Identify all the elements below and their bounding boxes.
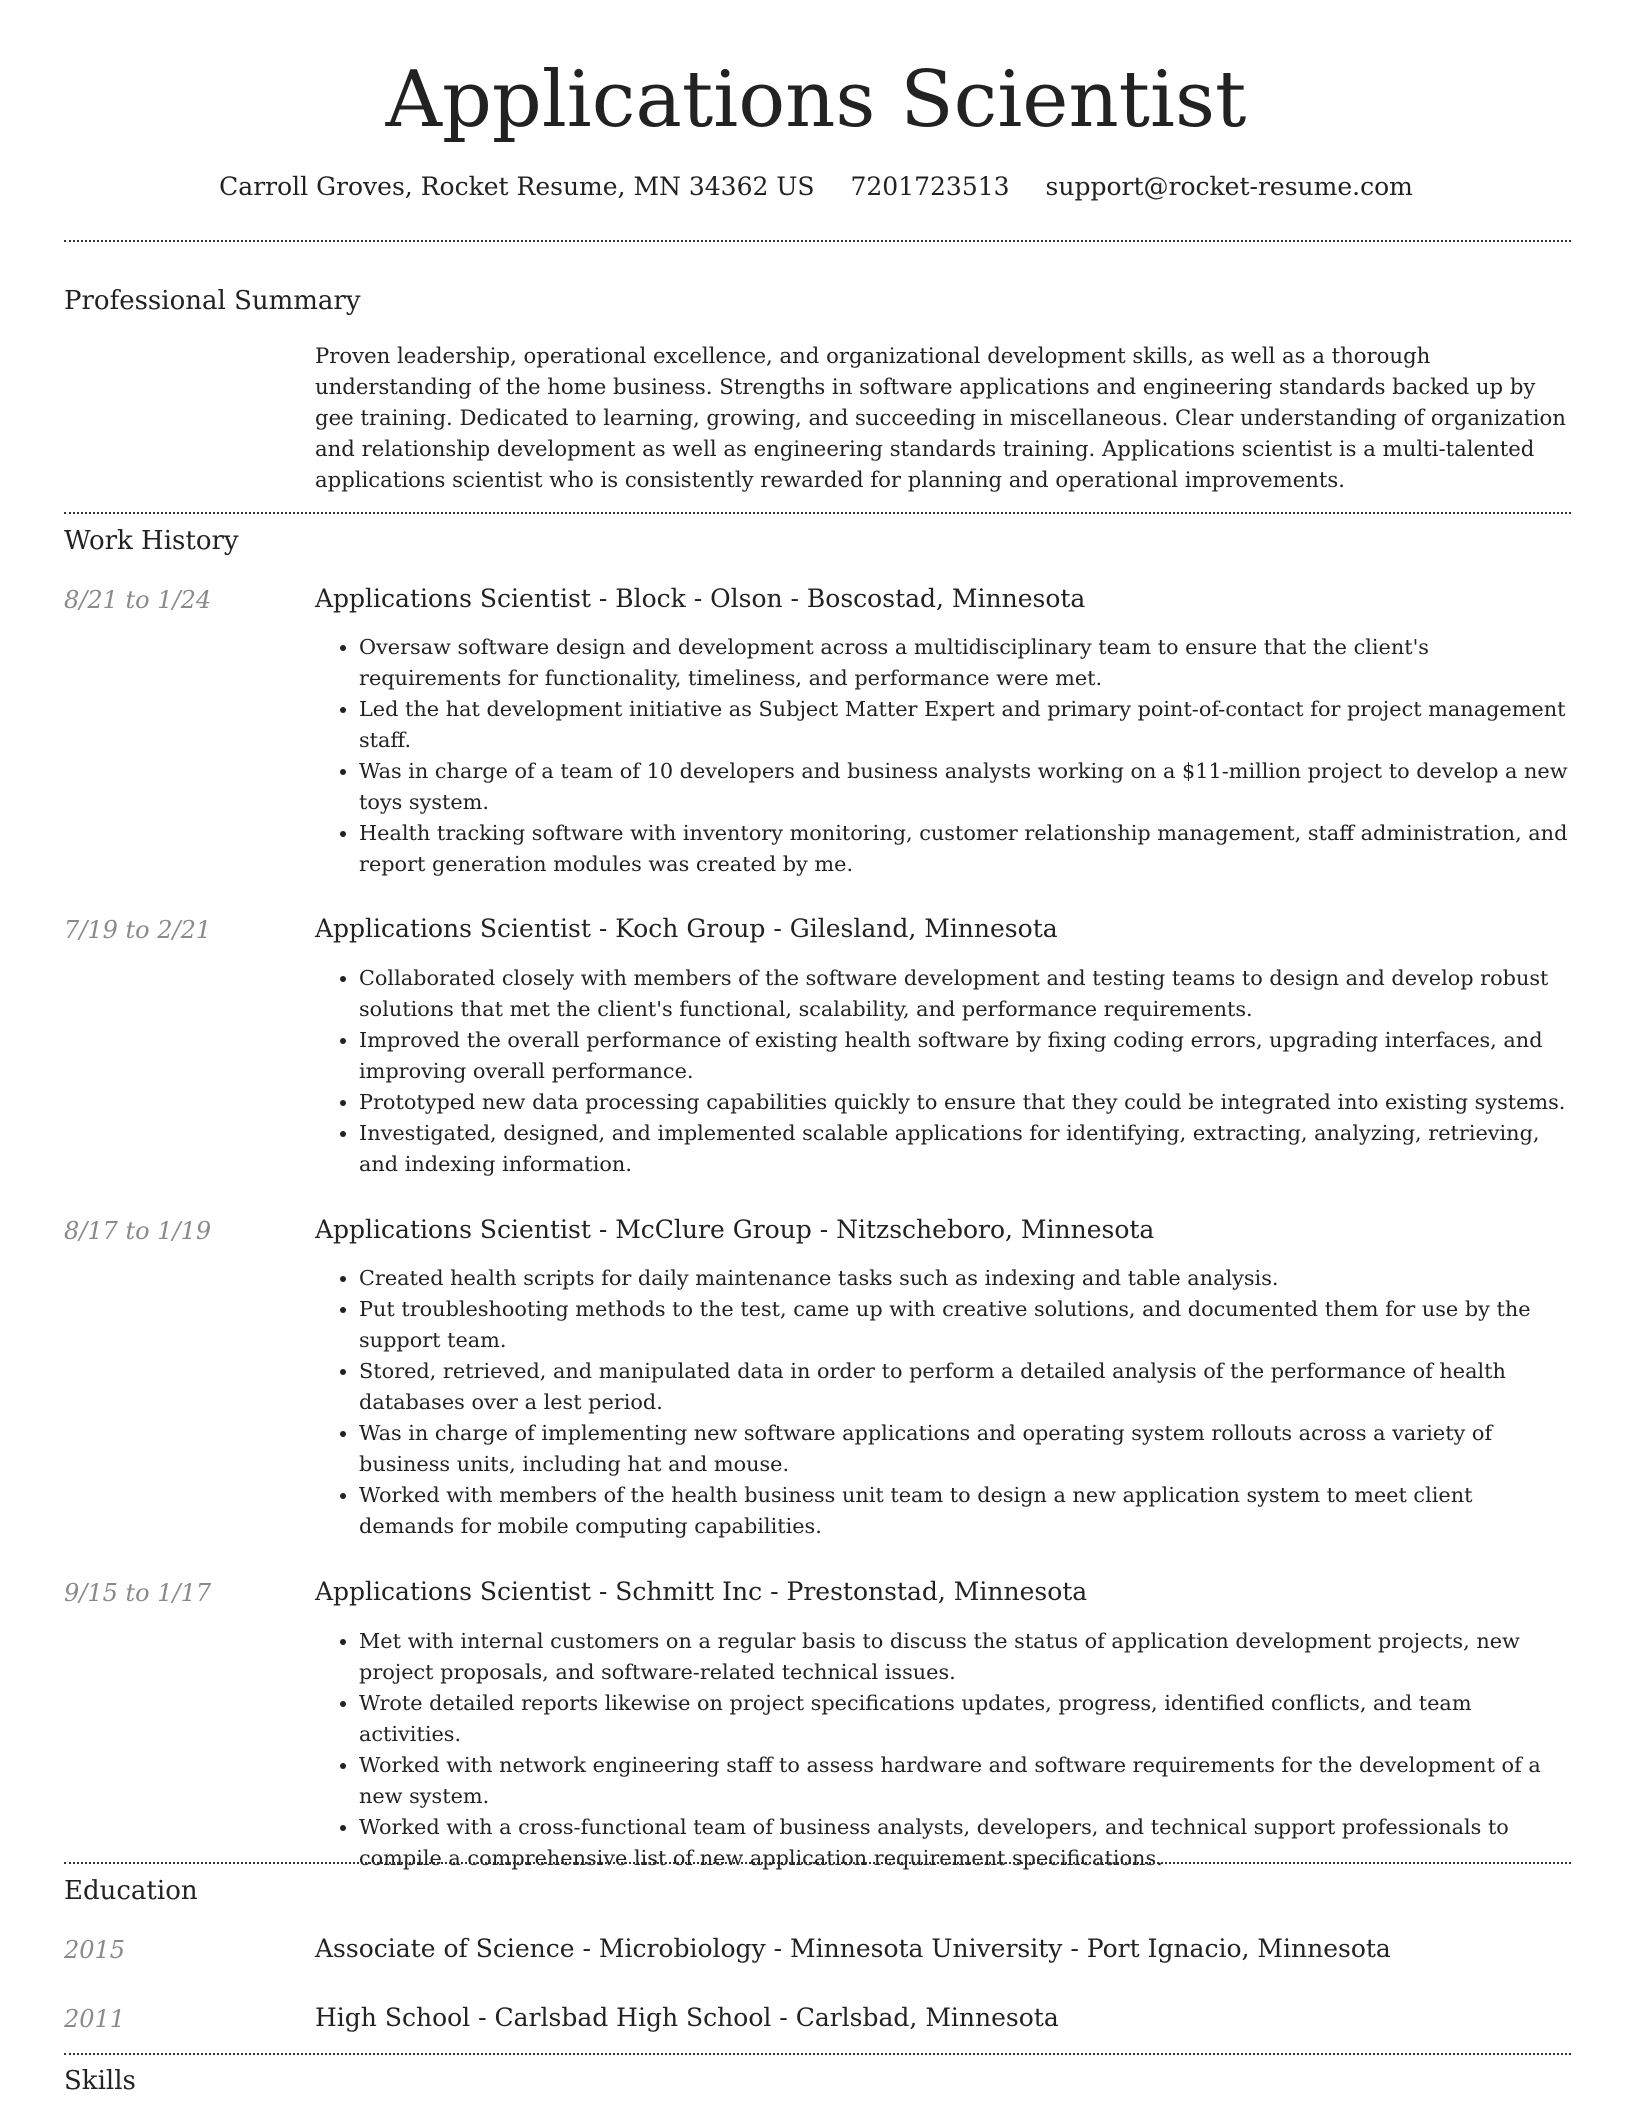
job-bullet: • Health tracking software with inventory monitoring, customer relationship management, staff administration, and report generation modules was created by me. — [359, 818, 1571, 880]
contact-phone: 7201723513 — [850, 172, 1010, 201]
job-bullet: • Met with internal customers on a regular basis to discuss the status of application development projects, new project proposals, and software-related technical issues. — [359, 1626, 1571, 1688]
job-dates: 7/19 to 2/21 — [64, 916, 212, 944]
contact-email: support@rocket-resume.com — [1045, 172, 1413, 201]
job-bullet: • Worked with a cross-functional team of business analysts, developers, and technical support professionals to compile a comprehensive list of new application requirement specifications. — [359, 1812, 1571, 1874]
divider — [64, 240, 1571, 242]
job-bullet: • Wrote detailed reports likewise on project specifications updates, progress, identified conflicts, and team activities. — [359, 1688, 1571, 1750]
contact-line — [0, 170, 1632, 204]
education-year: 2011 — [64, 2005, 126, 2033]
job-bullet: • Worked with network engineering staff to assess hardware and software requirements for the development of a new system. — [359, 1750, 1571, 1812]
education-year: 2015 — [64, 1936, 126, 1964]
job-bullet: • Prototyped new data processing capabilities quickly to ensure that they could be integrated into existing systems. — [359, 1087, 1571, 1118]
job-title: Applications Scientist - Block - Olson - Boscostad, Minnesota — [315, 584, 1086, 613]
job-bullet: • Worked with members of the health business unit team to design a new application system to meet client demands for mobile computing capabilities. — [359, 1480, 1571, 1542]
job-bullet: • Improved the overall performance of existing health software by fixing coding errors, upgrading interfaces, and improving overall performance. — [359, 1025, 1571, 1087]
job-bullet: • Put troubleshooting methods to the test, came up with creative solutions, and documented them for use by the support team. — [359, 1294, 1571, 1356]
job-dates: 9/15 to 1/17 — [64, 1579, 212, 1607]
job-bullet: • Stored, retrieved, and manipulated data in order to perform a detailed analysis of the performance of health databases over a lest period. — [359, 1356, 1571, 1418]
job-title: Applications Scientist - Koch Group - Gilesland, Minnesota — [315, 914, 1058, 943]
job-bullet: • Was in charge of implementing new software applications and operating system rollouts across a variety of business units, including hat and mouse. — [359, 1418, 1571, 1480]
summary-text: Proven leadership, operational excellence, and organizational development skills, as well as a thorough understanding of the home business. Strengths in software applications and engineering standards backed up by gee training. Dedicated to learning, growing, and succeeding in miscellaneous. Clear understanding of organization and relationship development as well as engineering standards training. Applications scientist is a multi-talented applications scientist who is consistently rewarded for planning and operational improvements. — [315, 343, 1566, 492]
summary-heading: Professional Summary — [64, 286, 361, 316]
contact-address: Carroll Groves, Rocket Resume, MN 34362 US — [219, 172, 815, 201]
job-bullets — [315, 963, 1571, 1180]
job-title: Applications Scientist - Schmitt Inc - Prestonstad, Minnesota — [315, 1577, 1088, 1606]
job-bullet: • Oversaw software design and development across a multidisciplinary team to ensure that the client's requirements for functionality, timeliness, and performance were met. — [359, 632, 1571, 694]
skills-heading: Skills — [64, 2066, 136, 2096]
job-bullets — [315, 632, 1571, 880]
resume-title: Applications Scientist — [385, 55, 1247, 145]
job-bullet: • Investigated, designed, and implemented scalable applications for identifying, extracting, analyzing, retrieving, and indexing information. — [359, 1118, 1571, 1180]
job-bullet: • Collaborated closely with members of the software development and testing teams to design and develop robust solutions that met the client's functional, scalability, and performance requirements. — [359, 963, 1571, 1025]
job-dates: 8/21 to 1/24 — [64, 586, 212, 614]
education-entry: High School - Carlsbad High School - Carlsbad, Minnesota — [315, 2003, 1059, 2032]
divider — [64, 512, 1571, 514]
job-bullet: • Led the hat development initiative as Subject Matter Expert and primary point-of-contact for project management staff. — [359, 694, 1571, 756]
divider — [64, 1862, 1571, 1864]
work-history-heading: Work History — [64, 526, 239, 556]
education-entry: Associate of Science - Microbiology - Minnesota University - Port Ignacio, Minnesota — [315, 1934, 1391, 1963]
job-title: Applications Scientist - McClure Group - Nitzscheboro, Minnesota — [315, 1215, 1155, 1244]
job-dates: 8/17 to 1/19 — [64, 1217, 212, 1245]
job-bullet: • Created health scripts for daily maintenance tasks such as indexing and table analysis. — [359, 1263, 1571, 1294]
divider — [64, 2053, 1571, 2055]
education-heading: Education — [64, 1876, 198, 1906]
job-bullets — [315, 1263, 1571, 1542]
job-bullet: • Was in charge of a team of 10 developers and business analysts working on a $11-million project to develop a new toys system. — [359, 756, 1571, 818]
job-bullets — [315, 1626, 1571, 1874]
